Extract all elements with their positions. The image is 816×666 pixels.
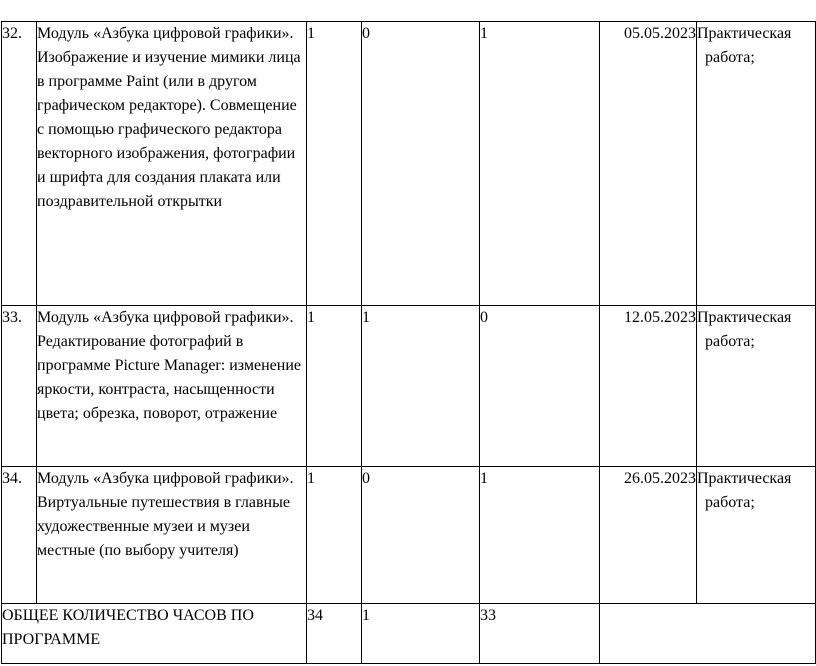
control-form-line2: работа; [705,333,755,350]
row-number: 33. [2,306,37,467]
lesson-topic: Модуль «Азбука цифровой графики». Изображение и изучение мимики лица в программе Paint (или в другом графическом редакторе). Совмещение с помощью графического редактора векторного изображения, фотографии и шрифта для создания плаката или поздравительной открытки [37,22,307,306]
table-row [2,22,816,306]
lesson-date: 12.05.2023 [600,306,697,467]
control-form [697,467,816,604]
practice-hours: 0 [480,306,600,467]
control-form-line1: Практическая [697,25,792,42]
table-row [2,306,816,467]
control-form-line2: работа; [705,494,755,511]
summary-total-hours: 34 [307,604,362,664]
theory-hours: 1 [362,306,480,467]
total-hours: 1 [307,22,362,306]
total-hours: 1 [307,467,362,604]
row-number: 32. [2,22,37,306]
lesson-topic: Модуль «Азбука цифровой графики». Редактирование фотографий в программе Picture Manager: изменение яркости, контраста, насыщенности цвета; обрезка, поворот, отражение [37,306,307,467]
lesson-plan-table [1,21,816,664]
control-form-line1: Практическая [697,309,792,326]
summary-label: ОБЩЕЕ КОЛИЧЕСТВО ЧАСОВ ПО ПРОГРАММЕ [2,604,307,664]
summary-theory-hours: 1 [362,604,480,664]
control-form [697,22,816,306]
theory-hours: 0 [362,22,480,306]
row-number: 34. [2,467,37,604]
practice-hours: 1 [480,22,600,306]
table-row [2,467,816,604]
total-hours: 1 [307,306,362,467]
summary-row [2,604,816,664]
control-form-line2: работа; [705,49,755,66]
summary-practice-hours: 33 [480,604,600,664]
lesson-date: 26.05.2023 [600,467,697,604]
control-form [697,306,816,467]
summary-empty-cell [600,604,816,664]
control-form-line1: Практическая [697,470,792,487]
theory-hours: 0 [362,467,480,604]
lesson-topic: Модуль «Азбука цифровой графики». Виртуальные путешествия в главные художественные музеи и музеи местные (по выбору учителя) [37,467,307,604]
practice-hours: 1 [480,467,600,604]
lesson-date: 05.05.2023 [600,22,697,306]
